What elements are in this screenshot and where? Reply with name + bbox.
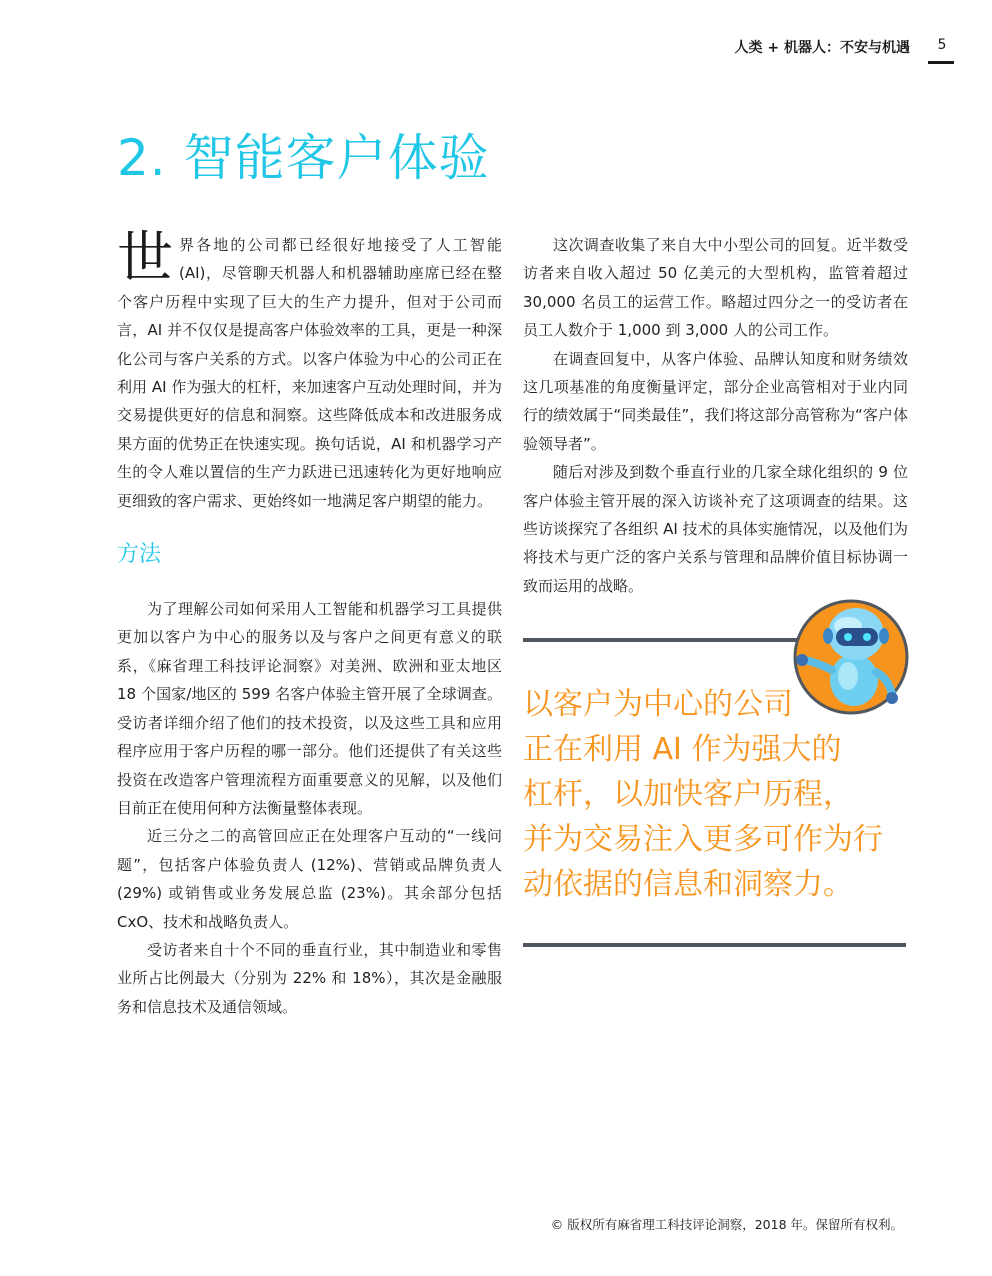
pull-quote-line: 以客户为中心的公司 bbox=[523, 687, 793, 722]
survey-paragraph-3: 随后对涉及到数个垂直行业的几家全球化组织的 9 位客户体验主管开展的深入访谈补充了这项调查的结果。这些访谈探究了各组织 AI 技术的具体实施情况，以及他们为将技术与更广泛的客户关系与管理和品牌价值目标协调一致而运用的战略。 bbox=[523, 463, 908, 595]
pull-quote-line: 杠杆，以加快客户历程， bbox=[523, 777, 853, 812]
methods-paragraph-3: 受访者来自十个不同的垂直行业，其中制造业和零售业所占比例最大（分别为 22% 和 18%），其次是金融服务和信息技术及通信领域。 bbox=[117, 940, 502, 1016]
survey-paragraph-2: 在调查回复中，从客户体验、品牌认知度和财务绩效这几项基准的角度衡量评定，部分企业高管相对于业内同行的绩效属于“同类最佳”，我们将这部分高管称为“客户体验领导者”。 bbox=[523, 349, 908, 453]
right-column bbox=[523, 231, 908, 600]
section-title: 2. 智能客户体验 bbox=[117, 129, 490, 187]
methods-heading: 方法 bbox=[117, 542, 162, 568]
intro-text: 界各地的公司都已经很好地接受了人工智能(AI)，尽管聊天机器人和机器辅助座席已经在整个客户历程中实现了巨大的生产力提升，但对于公司而言，AI 并不仅仅是提高客户体验效率的工具，更是一种深化公司与客户关系的方式。以客户体验为中心的公司正在利用 AI 作为强大的杠杆，来加速客户互动处理时间，并为交易提供更好的信息和洞察。这些降低成本和改进服务成果方面的优势正在快速实现。换句话说，AI 和机器学习产生的令人难以置信的生产力跃进已迅速转化为更好地响应更细致的客户需求、更始终如一地满足客户期望的能力。 bbox=[117, 236, 502, 510]
intro-paragraph bbox=[117, 226, 502, 515]
pull-quote-line: 并为交易注入更多可作为行 bbox=[523, 822, 883, 857]
header-rule bbox=[928, 61, 954, 64]
left-column bbox=[117, 226, 502, 1021]
survey-paragraph-1: 这次调查收集了来自大中小型公司的回复。近半数受访者来自收入超过 50 亿美元的大型机构，监管着超过 30,000 名员工的运营工作。略超过四分之一的受访者在员工人数介于 1,000 到 3,000 人的公司工作。 bbox=[523, 236, 908, 340]
pull-quote bbox=[523, 682, 903, 907]
methods-paragraph-2: 近三分之二的高管回应正在处理客户互动的“一线问题”，包括客户体验负责人 (12%)、营销或品牌负责人 (29%) 或销售或业务发展总监 (23%)。其余部分包括 CxO、技术和战略负责人。 bbox=[117, 827, 502, 931]
running-header-title: 人类 + 机器人：不安与机遇 bbox=[734, 40, 910, 56]
drop-cap: 世 bbox=[117, 226, 173, 291]
pull-quote-bottom-rule bbox=[523, 943, 906, 947]
pull-quote-line: 正在利用 AI 作为强大的 bbox=[523, 732, 842, 767]
copyright-notice: © 版权所有麻省理工科技评论洞察，2018 年。保留所有权利。 bbox=[550, 1217, 903, 1232]
pull-quote-top-rule bbox=[523, 638, 823, 642]
pull-quote-line: 动依据的信息和洞察力。 bbox=[523, 867, 853, 902]
page-number: 5 bbox=[937, 37, 947, 53]
methods-paragraph-1: 为了理解公司如何采用人工智能和机器学习工具提供更加以客户为中心的服务以及与客户之间更有意义的联系，《麻省理工科技评论洞察》对美洲、欧洲和亚太地区 18 个国家/地区的 599 名客户体验主管开展了全球调查。受访者详细介绍了他们的技术投资，以及这些工具和应用程序应用于客户历程的哪一部分。他们还提供了有关这些投资在改造客户管理流程方面重要意义的见解，以及他们目前正在使用何种方法衡量整体表现。 bbox=[117, 600, 502, 817]
